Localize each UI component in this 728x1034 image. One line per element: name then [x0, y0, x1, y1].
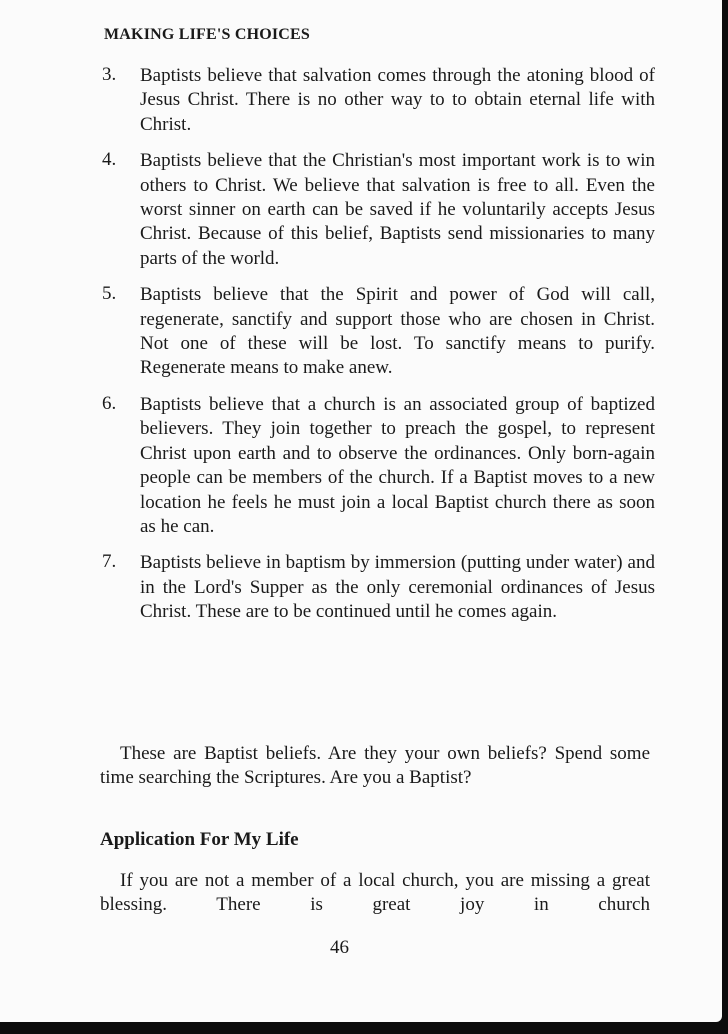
beliefs-list	[100, 64, 655, 637]
belief-number: 6.	[102, 392, 117, 414]
belief-text: Baptists believe in baptism by immersion (putting under water) and in the Lord's Supper as the only ceremonial ordinances of Jesus Christ. These are to be continued until he comes again.	[140, 552, 655, 623]
belief-text: Baptists believe that the Spirit and power of God will call, regenerate, sanctify and support those who are chosen in Christ. Not one of these will be lost. To sanctify means to purify. Regenerate means to make anew.	[140, 284, 655, 379]
belief-number: 3.	[102, 64, 117, 85]
belief-item	[100, 393, 655, 539]
belief-item	[100, 149, 655, 271]
closing-paragraph: These are Baptist beliefs. Are they your own beliefs? Spend some time searching the Scriptures. Are you a Baptist?	[100, 743, 650, 789]
belief-number: 7.	[102, 551, 117, 573]
page-number: 46	[330, 937, 349, 958]
belief-number: 5.	[102, 283, 117, 305]
section-heading: Application For My Life	[100, 829, 299, 850]
belief-text: Baptists believe that salvation comes through the atoning blood of Jesus Christ. There is no other way to to obtain eternal life with Christ.	[140, 65, 655, 135]
belief-item	[100, 64, 655, 137]
belief-number: 4.	[102, 149, 117, 171]
belief-text: Baptists believe that the Christian's most important work is to win others to Christ. We believe that salvation is free to all. Even the worst sinner on earth can be saved if he voluntarily accepts Jesus Christ. Because of this belief, Baptists send missionaries to many parts of the world.	[140, 150, 655, 269]
belief-text: Baptists believe that a church is an associated group of baptized believers. They join together to preach the gospel, to represent Christ upon earth and to observe the ordinances. Only born-again people can be members of the church. If a Baptist moves to a new location he feels he must join a local Baptist church there as soon as he can.	[140, 393, 655, 537]
belief-item	[100, 551, 655, 624]
running-head: MAKING LIFE'S CHOICES	[104, 26, 311, 43]
belief-item	[100, 283, 655, 381]
application-paragraph: If you are not a member of a local church, you are missing a great blessing. There is great joy in church	[100, 870, 650, 916]
